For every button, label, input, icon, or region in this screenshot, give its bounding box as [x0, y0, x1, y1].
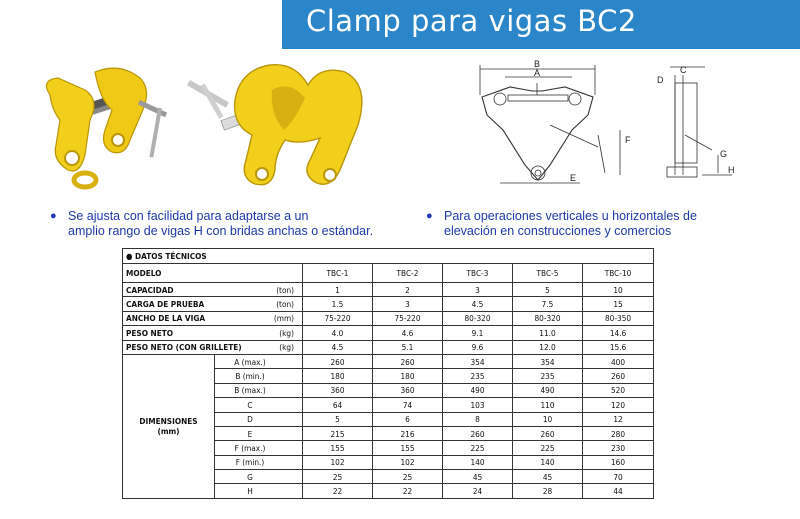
page-title: Clamp para vigas BC2	[306, 4, 637, 38]
spec-row	[123, 297, 654, 311]
dimension-value: 140	[513, 455, 583, 469]
dimension-value: 25	[373, 470, 443, 484]
dimension-value: 22	[303, 484, 373, 498]
feature-1-line-2: amplio rango de vigas H con bridas anchas o estándar.	[68, 224, 374, 238]
dimension-value: 216	[373, 426, 443, 440]
spec-label: CARGA DE PRUEBA	[123, 297, 215, 311]
model-label: MODELO	[123, 264, 303, 283]
spec-row	[123, 311, 654, 325]
dim-label-b: B	[534, 59, 541, 69]
title-banner	[282, 0, 800, 49]
dimension-label: H	[215, 484, 303, 498]
dimension-value: 10	[513, 412, 583, 426]
bullet-dot-icon: ●	[126, 251, 133, 261]
spec-unit: (ton)	[215, 297, 303, 311]
dimension-value: 8	[443, 412, 513, 426]
spec-value: 80-320	[443, 311, 513, 325]
model-header: TBC-10	[583, 264, 654, 283]
dimension-value: 215	[303, 426, 373, 440]
dimension-value: 155	[373, 441, 443, 455]
dimension-row	[123, 354, 654, 368]
spec-row	[123, 326, 654, 340]
header-row	[123, 264, 654, 283]
dimension-label: A (max.)	[215, 354, 303, 368]
dimension-value: 12	[583, 412, 654, 426]
dimension-label: F (min.)	[215, 455, 303, 469]
dimension-value: 400	[583, 354, 654, 368]
dimension-value: 103	[443, 398, 513, 412]
dimension-value: 140	[443, 455, 513, 469]
spec-value: 14.6	[583, 326, 654, 340]
dimension-value: 225	[513, 441, 583, 455]
spec-value: 15	[583, 297, 654, 311]
spec-value: 75-220	[303, 311, 373, 325]
dimension-value: 360	[373, 383, 443, 397]
dimension-value: 225	[443, 441, 513, 455]
dim-label-d: D	[657, 75, 664, 85]
spec-row	[123, 283, 654, 297]
spec-value: 12.0	[513, 340, 583, 354]
dimension-value: 102	[373, 455, 443, 469]
dimension-value: 45	[513, 470, 583, 484]
feature-2-line-1: Para operaciones verticales u horizontales de	[444, 209, 697, 223]
dimension-value: 64	[303, 398, 373, 412]
model-header: TBC-1	[303, 264, 373, 283]
dimension-value: 74	[373, 398, 443, 412]
dimension-label: B (max.)	[215, 383, 303, 397]
dim-label-g: G	[720, 149, 728, 159]
clamp-technical-drawing	[470, 55, 755, 195]
dimension-value: 354	[513, 354, 583, 368]
dimension-value: 160	[583, 455, 654, 469]
model-header: TBC-2	[373, 264, 443, 283]
dimension-value: 25	[303, 470, 373, 484]
bullet-dot-icon: ●	[50, 210, 57, 222]
dim-label-f: F	[625, 135, 631, 145]
dimension-value: 490	[513, 383, 583, 397]
spec-label: CAPACIDAD	[123, 283, 215, 297]
dimension-value: 260	[443, 426, 513, 440]
spec-value: 9.6	[443, 340, 513, 354]
spec-label: PESO NETO (CON GRILLETE)	[123, 340, 215, 354]
clamp-photo-small	[30, 60, 180, 200]
feature-2-line-2: elevación en construcciones y comercios	[444, 224, 672, 238]
dimension-value: 260	[583, 369, 654, 383]
dimension-label: E	[215, 426, 303, 440]
bullet-dot-icon: ●	[426, 210, 433, 222]
dimension-value: 44	[583, 484, 654, 498]
dimension-value: 235	[443, 369, 513, 383]
dimension-label: D	[215, 412, 303, 426]
clamp-photo-large	[180, 50, 375, 200]
dimension-value: 120	[583, 398, 654, 412]
spec-value: 11.0	[513, 326, 583, 340]
spec-value: 4.5	[303, 340, 373, 354]
dimension-value: 28	[513, 484, 583, 498]
dimension-value: 180	[303, 369, 373, 383]
dimension-value: 180	[373, 369, 443, 383]
spec-value: 3	[443, 283, 513, 297]
dimension-value: 360	[303, 383, 373, 397]
dimension-value: 24	[443, 484, 513, 498]
dimensions-label-cell	[123, 354, 215, 498]
dimension-label: F (max.)	[215, 441, 303, 455]
dimension-label: C	[215, 398, 303, 412]
model-header: TBC-3	[443, 264, 513, 283]
dimension-value: 354	[443, 354, 513, 368]
section-title-cell	[123, 249, 654, 264]
spec-unit: (kg)	[215, 326, 303, 340]
spec-value: 1.5	[303, 297, 373, 311]
dimension-value: 520	[583, 383, 654, 397]
spec-row	[123, 340, 654, 354]
dimension-value: 102	[303, 455, 373, 469]
feature-bullet-2	[426, 209, 697, 239]
feature-1-line-1: Se ajusta con facilidad para adaptarse a un	[68, 209, 309, 223]
dimension-value: 235	[513, 369, 583, 383]
model-header: TBC-5	[513, 264, 583, 283]
dimension-value: 230	[583, 441, 654, 455]
dimension-value: 155	[303, 441, 373, 455]
section-title: DATOS TÉCNICOS	[135, 251, 207, 261]
spec-value: 4.6	[373, 326, 443, 340]
dimensions-label: DIMENSIONES	[139, 416, 198, 427]
spec-value: 5	[513, 283, 583, 297]
spec-value: 9.1	[443, 326, 513, 340]
spec-unit: (ton)	[215, 283, 303, 297]
spec-value: 1	[303, 283, 373, 297]
spec-unit: (kg)	[215, 340, 303, 354]
spec-value: 4.0	[303, 326, 373, 340]
dimension-value: 22	[373, 484, 443, 498]
spec-value: 10	[583, 283, 654, 297]
spec-label: ANCHO DE LA VIGA	[123, 311, 215, 325]
dimension-value: 260	[513, 426, 583, 440]
specs-table-container	[122, 248, 653, 502]
dim-label-a: A	[534, 68, 541, 78]
specs-table	[122, 248, 654, 499]
dimension-value: 260	[303, 354, 373, 368]
spec-unit: (mm)	[215, 311, 303, 325]
dimension-value: 70	[583, 470, 654, 484]
dimension-value: 280	[583, 426, 654, 440]
dim-label-e: E	[570, 173, 577, 183]
spec-value: 2	[373, 283, 443, 297]
dimension-value: 260	[373, 354, 443, 368]
spec-value: 4.5	[443, 297, 513, 311]
dimension-label: B (min.)	[215, 369, 303, 383]
spec-value: 75-220	[373, 311, 443, 325]
spec-value: 80-320	[513, 311, 583, 325]
dim-label-h: H	[728, 165, 735, 175]
dimension-value: 6	[373, 412, 443, 426]
dim-label-c: C	[680, 65, 687, 75]
section-row	[123, 249, 654, 264]
spec-value: 3	[373, 297, 443, 311]
dimension-value: 45	[443, 470, 513, 484]
dimension-value: 5	[303, 412, 373, 426]
spec-value: 5.1	[373, 340, 443, 354]
spec-value: 80-350	[583, 311, 654, 325]
dimension-label: G	[215, 470, 303, 484]
spec-label: PESO NETO	[123, 326, 215, 340]
spec-value: 7.5	[513, 297, 583, 311]
spec-value: 15.6	[583, 340, 654, 354]
dimension-value: 490	[443, 383, 513, 397]
feature-bullet-1	[50, 209, 374, 239]
dimension-value: 110	[513, 398, 583, 412]
dimensions-unit: (mm)	[157, 426, 180, 437]
